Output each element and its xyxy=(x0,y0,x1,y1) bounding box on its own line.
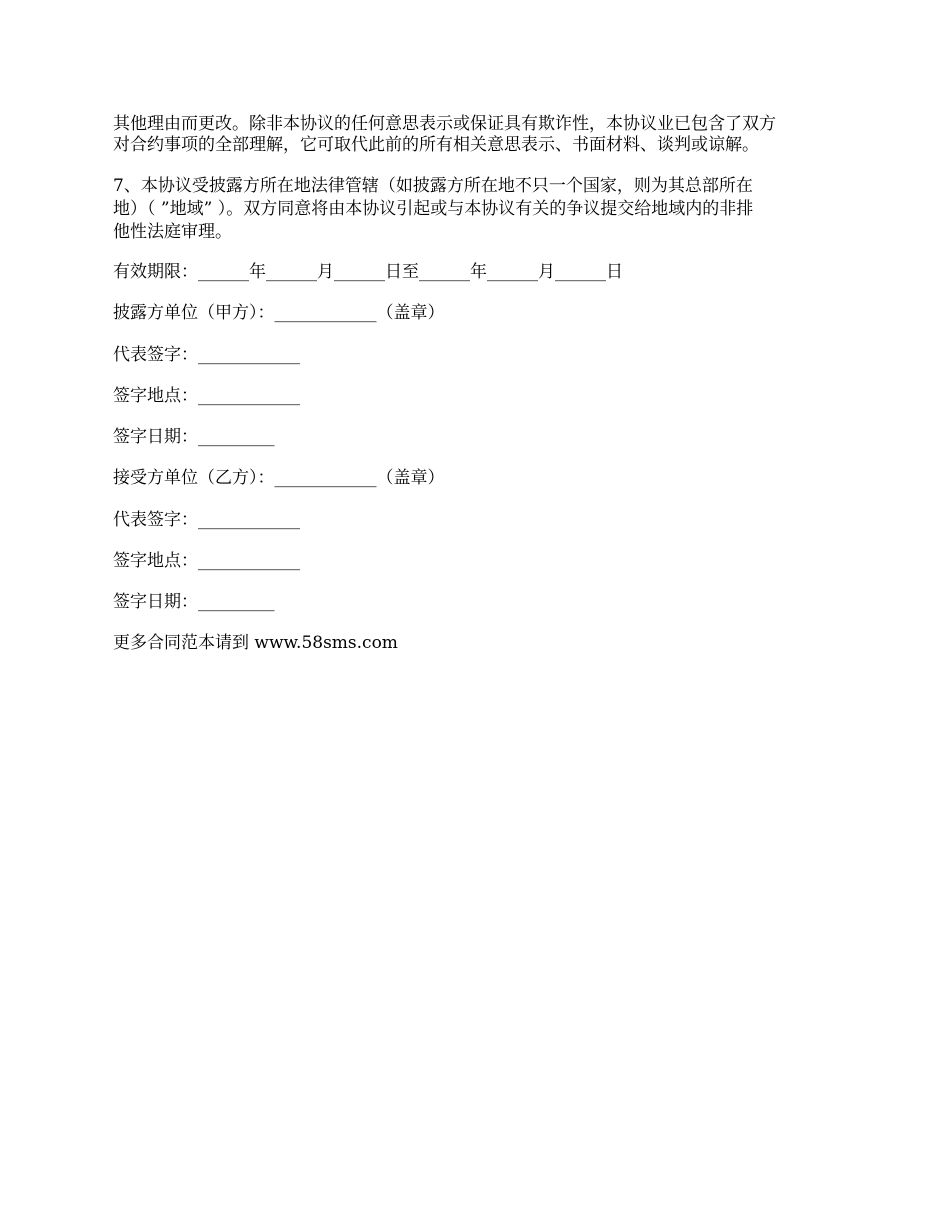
validity-period: 有效期限：______年______月______日至______年______月______日 xyxy=(113,262,623,282)
party-b-representative: 代表签字：____________ xyxy=(113,510,300,530)
paragraph-line: 对合约事项的全部理解，它可取代此前的所有相关意思表示、书面材料、谈判或谅解。 xyxy=(113,135,759,155)
paragraph-line: 他性法庭审理。 xyxy=(113,222,232,242)
party-a-representative: 代表签字：____________ xyxy=(113,345,300,365)
party-a-place: 签字地点：____________ xyxy=(113,386,300,406)
party-a-unit: 披露方单位（甲方）：____________（盖章） xyxy=(113,303,445,323)
party-b-place: 签字地点：____________ xyxy=(113,551,300,571)
footer-note: 更多合同范本请到 www.58sms.com xyxy=(113,633,398,653)
party-b-date: 签字日期：_________ xyxy=(113,592,275,612)
paragraph-line: 地）（ ”地域” ）。双方同意将由本协议引起或与本协议有关的争议提交给地域内的非排 xyxy=(113,199,754,219)
party-b-unit: 接受方单位（乙方）：____________（盖章） xyxy=(113,468,445,488)
paragraph-line: 7、本协议受披露方所在地法律管辖（如披露方所在地不只一个国家，则为其总部所在 xyxy=(113,176,753,196)
paragraph-line: 其他理由而更改。除非本协议的任何意思表示或保证具有欺诈性，本协议业已包含了双方 xyxy=(113,114,776,134)
party-a-date: 签字日期：_________ xyxy=(113,427,275,447)
